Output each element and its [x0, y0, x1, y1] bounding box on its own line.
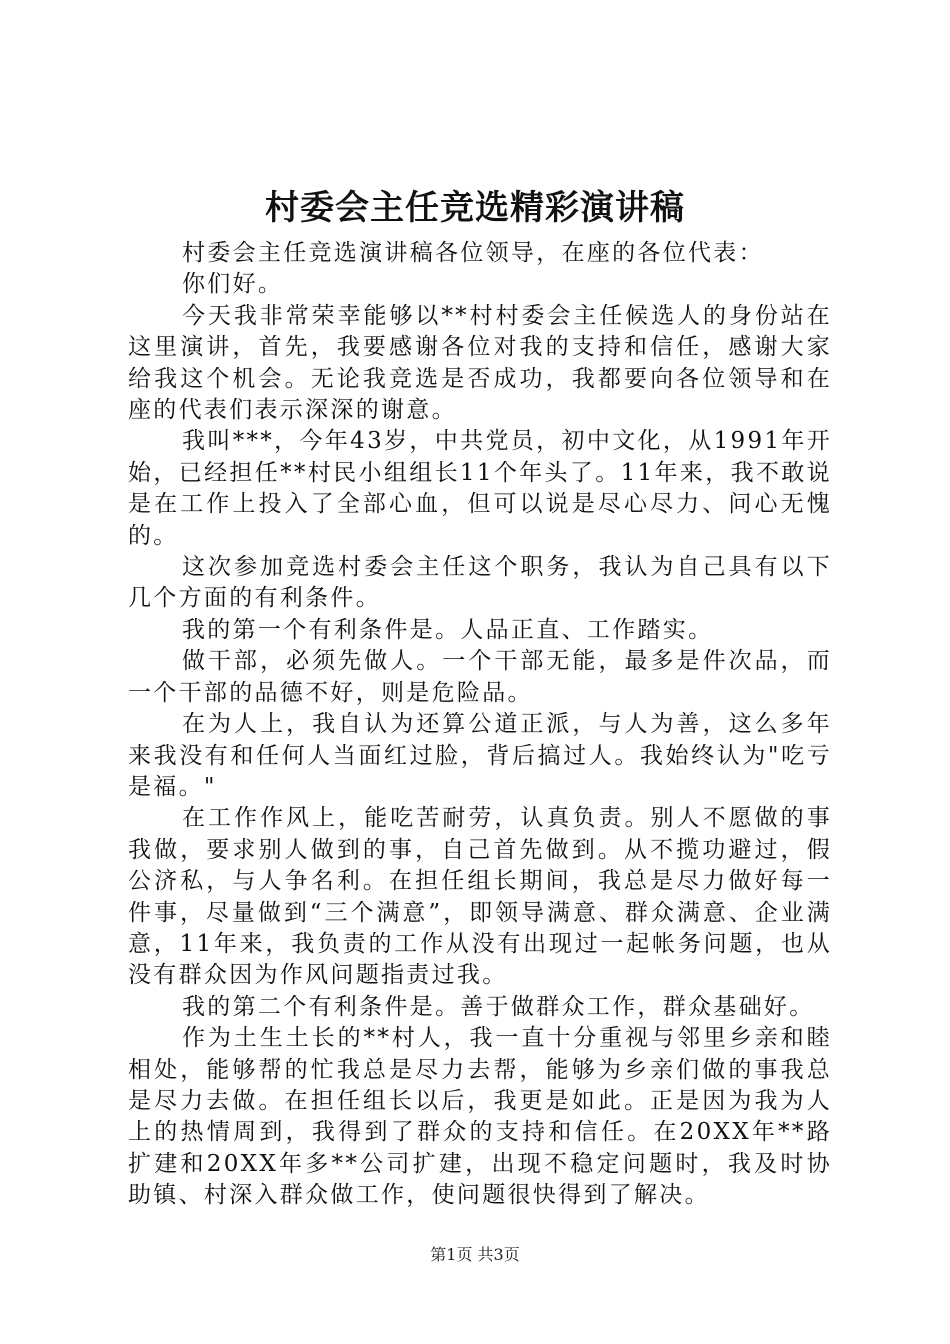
paragraph-first-condition: 我的第一个有利条件是。人品正直、工作踏实。 — [182, 616, 714, 643]
paragraph-introduction: 今天我非常荣幸能够以**村村委会主任候选人的身份站在这里演讲，首先，我要感谢各位对我的支持和信任，感谢大家给我这个机会。无论我竞选是否成功，我都要向各位领导和在座的代表们表示深深的谢意。 — [128, 302, 832, 424]
paragraph-conditions-intro: 这次参加竞选村委会主任这个职务，我认为自己具有以下几个方面的有利条件。 — [128, 554, 832, 612]
paragraph-self-introduction: 我叫***，今年43岁，中共党员，初中文化，从1991年开始，已经担任**村民小组组长11个年头了。11年来，我不敢说是在工作上投入了全部心血，但可以说是尽心尽力、问心无愧的。 — [128, 428, 832, 549]
page-footer: 第1页 共3页 — [430, 1245, 520, 1264]
paragraph-second-condition: 我的第二个有利条件是。善于做群众工作，群众基础好。 — [182, 993, 815, 1020]
paragraph-salutation: 村委会主任竞选演讲稿各位领导，在座的各位代表： — [182, 240, 764, 266]
paragraph-work-style: 在工作作风上，能吃苦耐劳，认真负责。别人不愿做的事我做，要求别人做到的事，自己首先做到。从不揽功避过，假公济私，与人争名利。在担任组长期间，我总是尽力做好每一件事，尽量做到“三个满意”，即领导满意、群众满意、企业满意，11年来，我负责的工作从没有出现过一起帐务问题，也从没有群众因为作风问题指责过我。 — [128, 805, 832, 989]
paragraph-personality: 在为人上，我自认为还算公道正派，与人为善，这么多年来我没有和任何人当面红过脸，背后搞过人。我始终认为"吃亏是福。" — [128, 711, 832, 800]
paragraph-character: 做干部，必须先做人。一个干部无能，最多是件次品，而一个干部的品德不好，则是危险品。 — [128, 648, 832, 706]
paragraph-greeting: 你们好。 — [182, 271, 284, 298]
paragraph-community: 作为土生土长的**村人，我一直十分重视与邻里乡亲和睦相处，能够帮的忙我总是尽力去帮，能够为乡亲们做的事我总是尽力去做。在担任组长以后，我更是如此。正是因为我为人上的热情周到，我得到了群众的支持和信任。在20XX年**路扩建和20XX年多**公司扩建，出现不稳定问题时，我及时协助镇、村深入群众做工作，使问题很快得到了解决。 — [128, 1025, 832, 1209]
document-title: 村委会主任竞选精彩演讲稿 — [265, 188, 685, 228]
document-body — [128, 238, 832, 1212]
